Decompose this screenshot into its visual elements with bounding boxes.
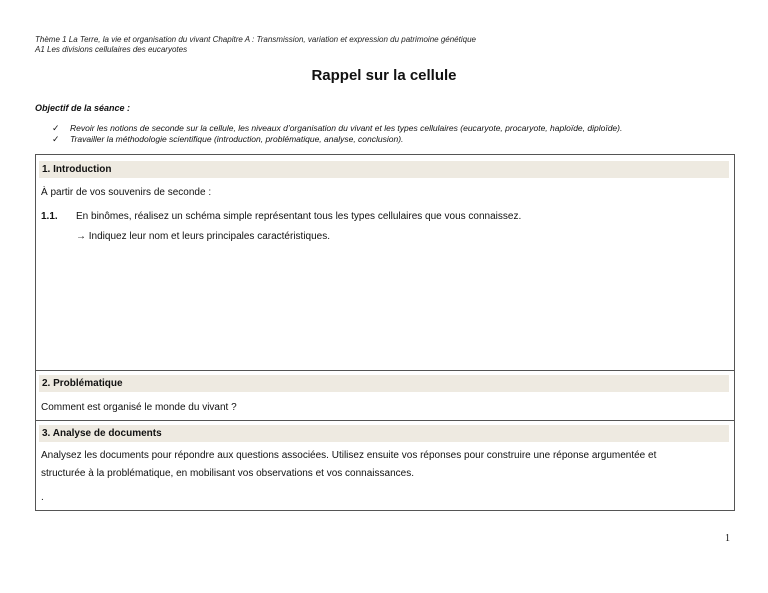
header-theme-line: Thème 1 La Terre, la vie et organisation du vivant Chapitre A : Transmission, variation et expression du patrimoine génétique (35, 35, 476, 44)
problematique-text: Comment est organisé le monde du vivant ? (41, 402, 237, 413)
objective-list (52, 123, 622, 145)
objective-item-text: Revoir les notions de seconde sur la cellule, les niveaux d’organisation du vivant et les types cellulaires (eucaryote, procaryote, haploïde, diploïde). (70, 123, 623, 133)
section-heading-problematique: 2. Problématique (39, 375, 729, 392)
question-number: 1.1. (41, 211, 58, 222)
intro-lead-text: À partir de vos souvenirs de seconde : (41, 187, 212, 198)
section-heading-introduction: 1. Introduction (39, 161, 729, 178)
section-heading-analyse: 3. Analyse de documents (39, 425, 729, 442)
analysis-trailing-dot: . (41, 492, 44, 503)
worksheet-table (35, 154, 735, 511)
page-number: 1 (725, 533, 730, 544)
header-activity-line: A1 Les divisions cellulaires des eucaryotes (35, 45, 188, 54)
objective-item-text: Travailler la méthodologie scientifique (introduction, problématique, analyse, conclusion). (70, 134, 404, 144)
section-divider (36, 420, 734, 421)
section-divider (36, 370, 734, 371)
answer-space[interactable] (41, 250, 729, 368)
objective-label: Objectif de la séance : (35, 103, 131, 113)
page-title: Rappel sur la cellule (311, 67, 457, 84)
analysis-text-line1: Analysez les documents pour répondre aux questions associées. Utilisez ensuite vos réponses pour construire une réponse argumentée et (41, 450, 657, 461)
checkmark-icon: ✓ (52, 134, 60, 144)
objective-item (52, 123, 622, 134)
question-text: En binômes, réalisez un schéma simple représentant tous les types cellulaires que vous connaissez. (76, 211, 522, 222)
objective-item (52, 134, 622, 145)
document-header (35, 35, 476, 55)
question-subtext: → Indiquez leur nom et leurs principales caractéristiques. (76, 231, 331, 242)
checkmark-icon: ✓ (52, 123, 60, 133)
analysis-text-line2: structurée à la problématique, en mobilisant vos observations et vos connaissances. (41, 468, 414, 479)
